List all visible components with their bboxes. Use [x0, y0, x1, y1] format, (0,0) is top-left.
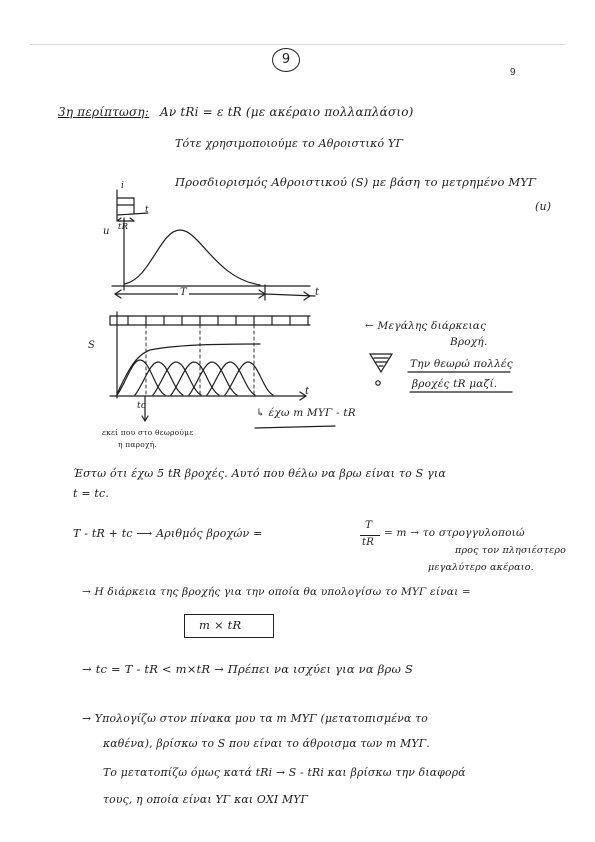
rain-axis-h	[117, 213, 148, 215]
rain-t-label: t	[145, 205, 149, 215]
bullet-compute-2: καθένα), βρίσκω το S που είναι το άθροισμα των m ΜΥΓ.	[103, 737, 431, 750]
s-t-label: t	[305, 386, 310, 397]
right-note-rain: Βροχή.	[450, 336, 488, 348]
unit-hydrograph-curve	[124, 230, 260, 285]
right-note-tr-together: βροχές tR μαζί.	[412, 378, 498, 390]
rain-tr-label: tR	[118, 222, 129, 232]
line-u: (u)	[535, 200, 552, 213]
rain-symbol-icon	[370, 354, 392, 372]
eq-round-2: προς τον πλησιέστερο	[455, 545, 567, 556]
uh-1	[117, 360, 165, 395]
right-note-many-rains: Την θεωρώ πολλές	[410, 358, 513, 370]
line-cumulative: Τότε χρησιμοποιούμε το Αθροιστικό ΥΓ	[175, 137, 404, 150]
para-assume-rains: Έστω ότι έχω 5 tR βροχές. Αυτό που θέλω να βρω είναι το S για	[73, 467, 447, 480]
eq-frac-den: tR	[362, 537, 374, 548]
case-formula: Αν tRi = ε tR (με ακέραιο πολλαπλάσιο)	[160, 105, 414, 119]
eq-number-of-rains: T - tR + tc ⟶ Αριθμός βροχών =	[73, 527, 263, 540]
page-number: 9	[510, 67, 516, 78]
rain-i-label: i	[121, 181, 125, 191]
tc-label: tc	[137, 401, 147, 411]
case-heading: 3η περίπτωση:	[58, 105, 150, 119]
bullet-compute-4: τους, η οποία είναι ΥΓ και ΟΧΙ ΜΥΓ	[103, 793, 309, 806]
line-determine-s: Προσδιορισμός Αθροιστικού (S) με βάση το μετρημένο ΜΥΓ	[175, 175, 537, 189]
boxed-formula	[184, 614, 274, 638]
uh-2	[135, 362, 183, 395]
right-note-long-duration: ← Μεγάλης διάρκειας	[365, 320, 487, 332]
below-graph-note: ↳ έχω m ΜΥΓ - tR	[256, 407, 356, 419]
eq-frac-num: T	[365, 519, 373, 531]
tc-note-1: εκεί που στο θεωρούμε	[102, 428, 194, 437]
bullet-condition: → tc = T - tR < m×tR → Πρέπει να ισχύει για να βρω S	[82, 662, 414, 676]
boxed-formula-text: m × tR	[199, 618, 242, 632]
tc-note-2: η παροχή.	[118, 440, 158, 449]
para-t-tc: t = tc.	[73, 487, 110, 500]
hydro-t-label: t	[315, 287, 320, 298]
hydro-T-label: T	[180, 287, 187, 298]
s-axis-label: S	[88, 340, 96, 351]
circled-page-number-text: 9	[281, 52, 291, 67]
bullet-compute-1: → Υπολογίζω στον πίνακα μου τα m ΜΥΓ (μετατοπισμένα το	[82, 712, 428, 725]
eq-round-3: μεγαλύτερο ακέραιο.	[428, 562, 534, 573]
bullet-compute-3: Το μετατοπίζω όμως κατά tRi → S - tRi και βρίσκω την διαφορά	[103, 766, 466, 779]
bullet-duration: → Η διάρκεια της βροχής για την οποία θα υπολογίσω το ΜΥΓ είναι =	[82, 586, 471, 598]
rain-pulse	[117, 198, 134, 214]
hydro-u-label: u	[103, 226, 110, 237]
eq-frac-bar	[360, 535, 380, 536]
eq-round: = m → το στρογγυλοποιώ	[384, 527, 525, 539]
